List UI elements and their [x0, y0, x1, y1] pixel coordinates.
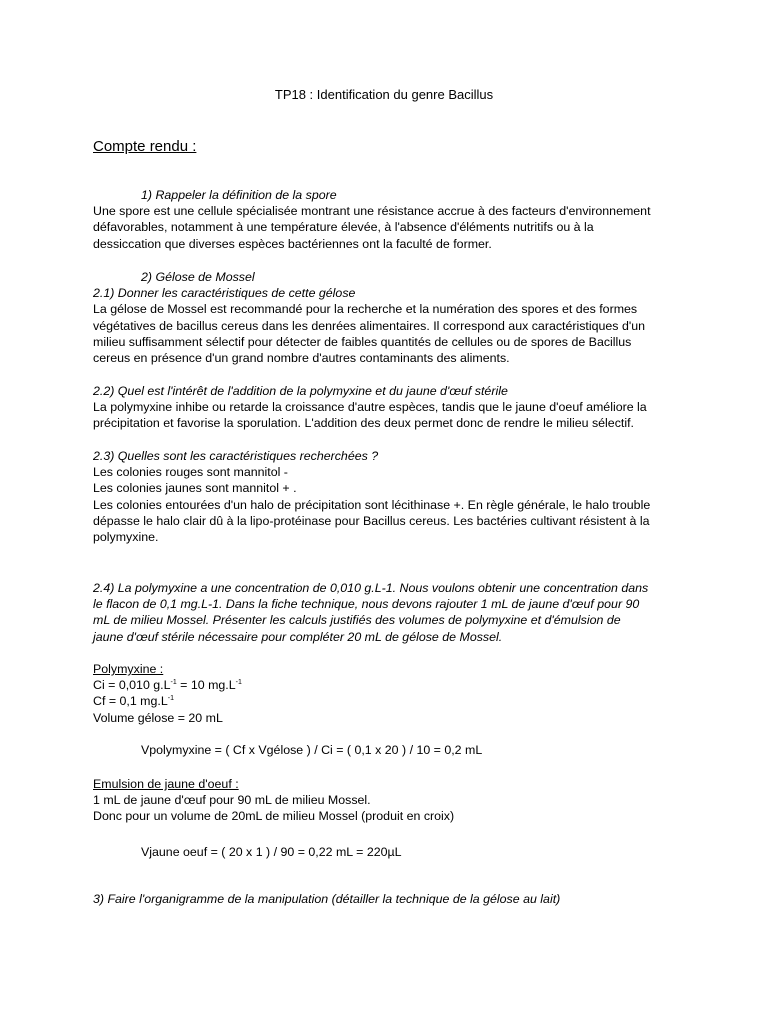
- section-spore: [93, 187, 693, 252]
- ci-line: Ci = 0,010 $g.L^{-1} = 10$ $mg.L^{-1}$: [93, 678, 242, 693]
- section-2-4: [93, 580, 693, 645]
- paragraph-line: Les colonies jaunes sont mannitol + .: [93, 481, 297, 496]
- paragraph-line: dessiccation que diverses espèces bactériennes ont la faculté de former.: [93, 236, 492, 251]
- polymyxine-heading: Polymyxine :: [93, 662, 164, 676]
- section-3: [93, 891, 693, 907]
- paragraph-line: La polymyxine inhibe ou retarde la croissance d'autre espèces, tandis que le jaune d'oeuf améliore la: [93, 400, 647, 415]
- paragraph-line: polymyxine.: [93, 530, 159, 545]
- polymyxine-calc-block: [93, 742, 693, 758]
- paragraph-line: milieu suffisamment sélectif pour détecter de faibles quantités de cellules ou de spores de Bacillus: [93, 334, 632, 349]
- paragraph-line: précipitation et favorise la sporulation. L'addition des deux permet donc de rendre le milieu sélectif.: [93, 416, 634, 431]
- report-heading: Compte rendu :: [93, 138, 197, 155]
- egg-yolk-heading: Emulsion de jaune d'oeuf :: [93, 777, 239, 791]
- egg-yolk-calc-block: [93, 844, 693, 860]
- paragraph-line: cereus en présence d'un grand nombre d'autres contaminants des aliments.: [93, 351, 510, 366]
- paragraph-line: dépasse le halo clair dû à la lipo-protéinase pour Bacillus cereus. Les bactéries cultivant résistent à la: [93, 513, 650, 528]
- volume-line: Volume gélose = 20 mL: [93, 710, 223, 725]
- egg-yolk-calculation: Vjaune oeuf = ( 20 x 1 ) / 90 = 0,22 mL = 220µL: [141, 845, 402, 859]
- section-1-heading: 1) Rappeler la définition de la spore: [141, 188, 337, 202]
- section-2-2: [93, 383, 693, 432]
- paragraph-line: défavorables, notamment à une température élevée, à l'absence d'éléments nutritifs ou à la: [93, 220, 594, 235]
- question-2-4-line: 2.4) La polymyxine a une concentration de 0,010 g.L-1. Nous voulons obtenir une concentration dans: [93, 581, 649, 595]
- egg-yolk-block: [93, 776, 693, 825]
- section-3-heading: 3) Faire l'organigramme de la manipulation (détailler la technique de la gélose au lait): [93, 892, 561, 906]
- cf-line: Cf = 0,1 $mg.L^{-1}$: [93, 694, 174, 709]
- document-title: TP18 : Identification du genre Bacillus: [274, 87, 494, 102]
- section-2-heading: 2) Gélose de Mossel: [141, 270, 255, 284]
- paragraph-line: La gélose de Mossel est recommandé pour la recherche et la numération des spores et des formes: [93, 302, 638, 317]
- paragraph-line: Donc pour un volume de 20mL de milieu Mossel (produit en croix): [93, 809, 455, 824]
- section-2-3: [93, 448, 693, 545]
- paragraph-line: Une spore est une cellule spécialisée montrant une résistance accrue à des facteurs d'environnement: [93, 204, 651, 219]
- paragraph-line: Les colonies entourées d'un halo de précipitation sont lécithinase +. En règle générale, le halo trouble: [93, 497, 651, 512]
- polymyxine-block: [93, 661, 693, 726]
- question-2-4-line: mL de milieu Mossel. Présenter les calculs justifiés des volumes de polymyxine et d'émulsion de: [93, 613, 621, 628]
- question-2-4-line: le flacon de 0,1 mg.L-1. Dans la fiche technique, nous devons rajouter 1 mL de jaune d'œuf pour 90: [93, 597, 640, 612]
- question-2-1: 2.1) Donner les caractéristiques de cette gélose: [93, 286, 356, 301]
- section-mossel: [93, 269, 693, 366]
- paragraph-line: Les colonies rouges sont mannitol -: [93, 465, 288, 480]
- paragraph-line: végétatives de bacillus cereus dans les denrées alimentaires. Il correspond aux caractéristiques d'un: [93, 318, 645, 333]
- question-2-3: 2.3) Quelles sont les caractéristiques recherchées ?: [93, 449, 379, 463]
- question-2-4-line: jaune d'œuf stérile nécessaire pour compléter 20 mL de gélose de Mossel.: [93, 629, 503, 644]
- polymyxine-calculation: Vpolymyxine = ( Cf x Vgélose ) / Ci = ( 0,1 x 20 ) / 10 = 0,2 mL: [141, 743, 483, 757]
- question-2-2: 2.2) Quel est l'intérêt de l'addition de la polymyxine et du jaune d'œuf stérile: [93, 384, 508, 398]
- paragraph-line: 1 mL de jaune d'œuf pour 90 mL de milieu Mossel.: [93, 793, 371, 808]
